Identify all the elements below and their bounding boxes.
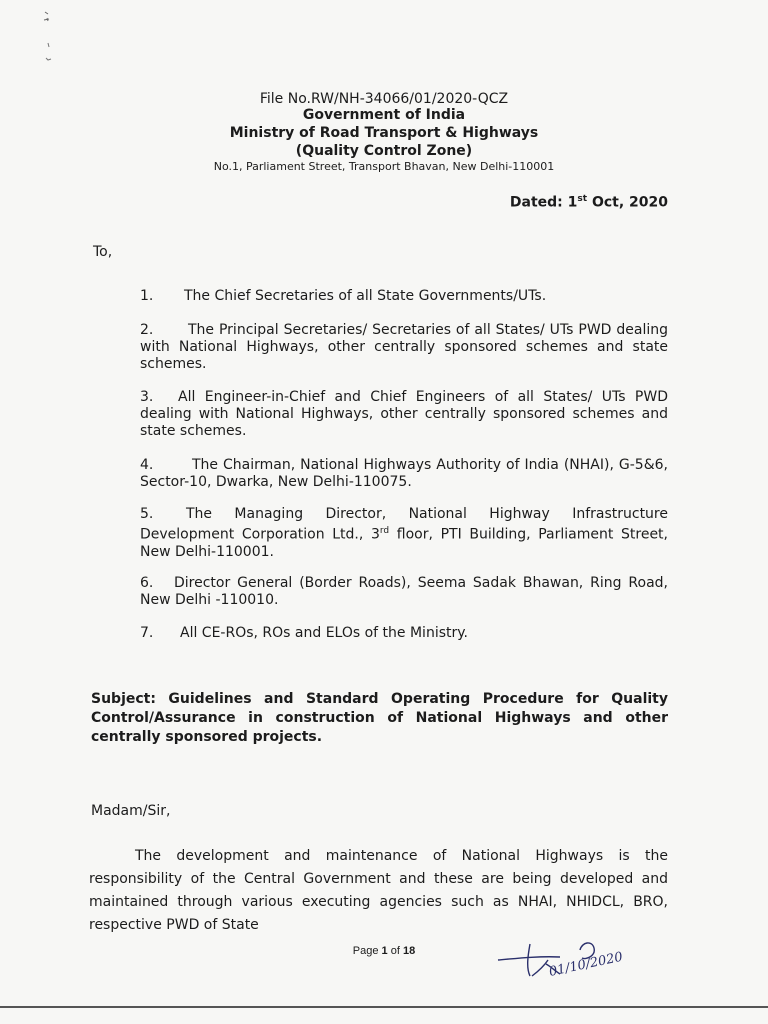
recipient-text: All Engineer-in-Chief and Chief Engineers of all States/ UTs PWD dealing with National Highways, other centrally sponsored schemes and state schemes.: [140, 389, 668, 439]
recipient-text: All CE-ROs, ROs and ELOs of the Ministry.: [180, 625, 468, 641]
to-label: To,: [93, 244, 113, 260]
recipient-item: [140, 625, 668, 642]
government-title: Government of India: [302, 107, 466, 123]
recipient-number: 6.: [140, 575, 154, 591]
page-footer: [0, 945, 768, 957]
file-number: File No.RW/NH-34066/01/2020-QCZ: [259, 91, 509, 107]
page-number: 1: [381, 945, 388, 957]
date-label: Dated:: [509, 194, 563, 211]
recipient-text: The Chief Secretaries of all State Governments/UTs.: [184, 288, 547, 304]
recipient-number: 3.: [140, 389, 154, 405]
recipient-text: The Principal Secretaries/ Secretaries of all States/ UTs PWD dealing with National Highways, other centrally sponsored schemes and state schemes.: [140, 322, 668, 372]
recipient-text-b: floor, PTI Building, Parliament Street, New Delhi-110001.: [140, 526, 668, 560]
date-rest: Oct, 2020: [591, 194, 668, 211]
bottom-rule: [0, 1006, 768, 1008]
recipient-number: 7.: [140, 625, 154, 641]
date-day: 1: [567, 194, 578, 211]
recipient-item: [140, 288, 668, 305]
signature-date: 01/10/2020: [547, 949, 625, 980]
page-label: Page: [352, 945, 379, 957]
date-suffix: st: [577, 194, 588, 204]
recipient-text: Director General (Border Roads), Seema Sadak Bhawan, Ring Road, New Delhi -110010.: [140, 575, 668, 608]
recipient-number: 2.: [140, 322, 154, 338]
recipient-text: The Chairman, National Highways Authority of India (NHAI), G-5&6, Sector-10, Dwarka, New Delhi-110075.: [140, 457, 668, 490]
body-text: The development and maintenance of National Highways is the responsibility of the Central Government and these are being developed and maintained through various executing agencies such as NHAI, NHIDCL, BRO, respective PWD of State: [89, 848, 668, 933]
ministry-title: Ministry of Road Transport & Highways: [229, 125, 539, 141]
date-line: [510, 194, 668, 211]
scan-marks: [40, 8, 70, 68]
recipient-item: [140, 457, 668, 491]
recipient-item: [140, 322, 668, 373]
body-paragraph: [89, 845, 668, 937]
recipient-item: [140, 389, 668, 440]
zone-title: (Quality Control Zone): [295, 143, 473, 159]
page-total: 18: [402, 945, 416, 957]
recipient-item: [140, 506, 668, 561]
office-address: No.1, Parliament Street, Transport Bhavan, New Delhi-110001: [213, 160, 555, 173]
recipient-text-a: The Managing Director, National Highway Infrastructure Development Corporation Ltd., 3: [140, 506, 668, 543]
recipient-text-sup: rd: [379, 526, 390, 536]
recipient-number: 5.: [140, 506, 154, 522]
handwritten-signature: [490, 930, 650, 990]
recipient-number: 1.: [140, 288, 154, 304]
page-of-label: of: [390, 945, 400, 957]
recipient-item: [140, 575, 668, 609]
subject-line: Subject: Guidelines and Standard Operating Procedure for Quality Control/Assurance in construction of National Highways and other centrally sponsored projects.: [91, 691, 668, 745]
recipient-number: 4.: [140, 457, 154, 473]
salutation: Madam/Sir,: [91, 803, 171, 819]
